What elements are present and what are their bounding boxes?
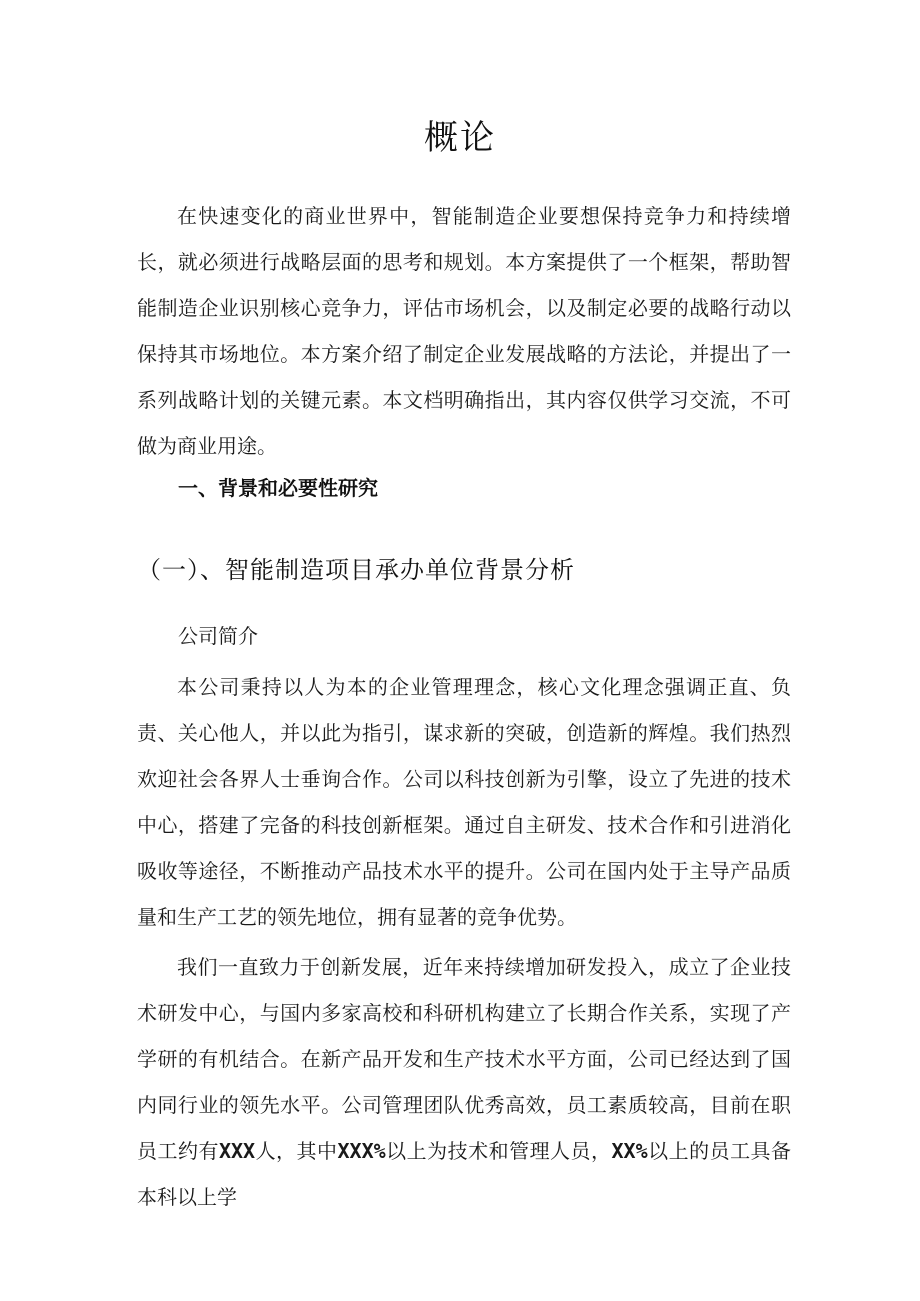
company-paragraph-2-text-3: 以上为技术和管理人员， [385,1139,612,1163]
company-paragraph-1: 本公司秉持以人为本的企业管理理念，核心文化理念强调正直、负责、关心他人，并以此为指引，谋求新的突破，创造新的辉煌。我们热烈欢迎社会各界人士垂询合作。公司以科技创新为引擎，设立了先进的技术中心，搭建了完备的科技创新框架。通过自主研发、技术合作和引进消化吸收等途径，不断推动产品技术水平的提升。公司在国内处于主导产品质量和生产工艺的领先地位，拥有显著的竞争优势。 [137,675,791,929]
company-intro-heading: 公司简介 [178,624,258,648]
intro-paragraph: 在快速变化的商业世界中，智能制造企业要想保持竞争力和持续增长，就必须进行战略层面的思考和规划。本方案提供了一个框架，帮助智能制造企业识别核心竞争力，评估市场机会，以及制定必要的战略行动以保持其市场地位。本方案介绍了制定企业发展战略的方法论，并提出了一系列战略计划的关键元素。本文档明确指出，其内容仅供学习交流，不可做为商业用途。 [137,204,791,458]
company-paragraph-2-text-1: 我们一直致力于创新发展，近年来持续增加研发投入，成立了企业技术研发中心，与国内多家高校和科研机构建立了长期合作关系，实现了产学研的有机结合。在新产品开发和生产技术水平方面，公司已经达到了国内同行业的领先水平。公司管理团队优秀高效，员工素质较高，目前在职员工约有 [137,955,791,1163]
section-heading-background: 一、背景和必要性研究 [178,476,378,500]
tech-mgmt-percent-placeholder: XXX% [337,1139,386,1163]
company-paragraph-2-text-2: 人，其中 [255,1139,338,1163]
subsection-heading-project-unit: （一）、智能制造项目承办单位背景分析 [137,556,575,584]
staff-count-placeholder: XXX [218,1139,256,1163]
degree-percent-placeholder: XX% [611,1139,648,1163]
company-paragraph-2-text-4: 以上的员工具备本科以上学 [137,1139,792,1209]
document-title: 概论 [424,118,496,158]
company-paragraph-2 [137,944,791,1220]
